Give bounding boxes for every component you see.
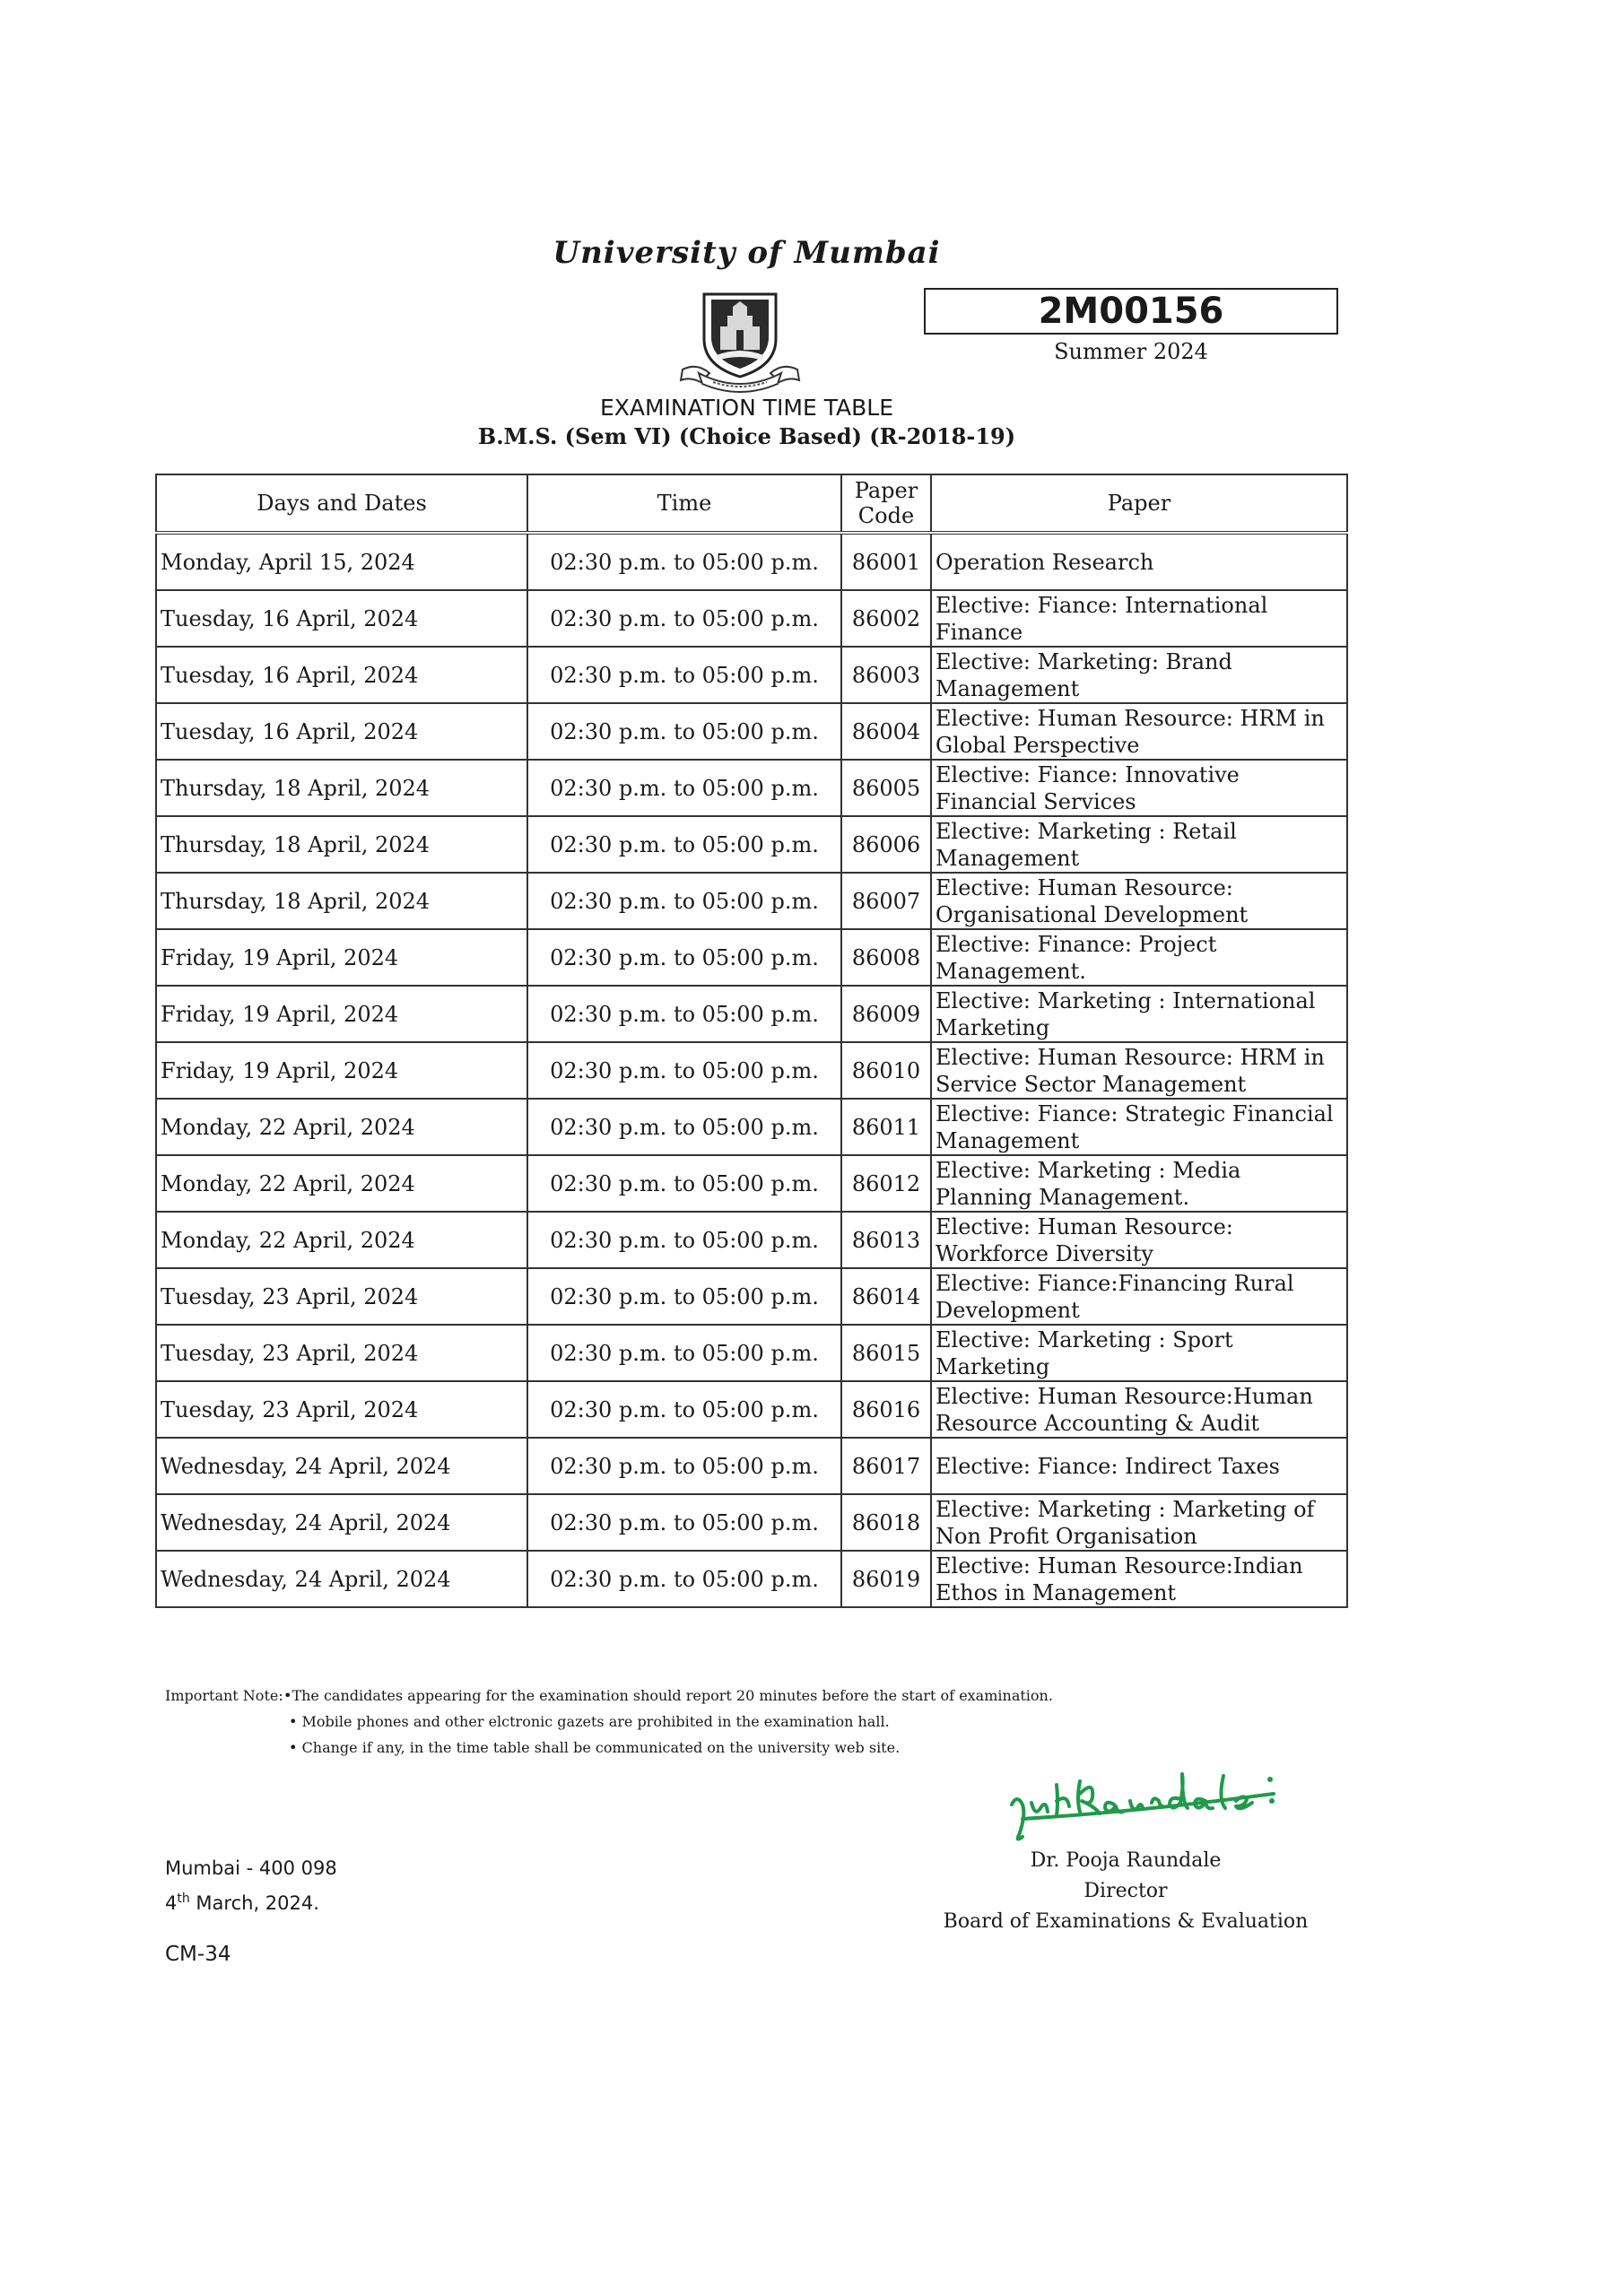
cell-paper: Operation Research: [931, 533, 1347, 590]
table-row: [156, 647, 1347, 703]
cell-time: 02:30 p.m. to 05:00 p.m.: [527, 590, 841, 647]
table-row: [156, 1212, 1347, 1268]
cell-paper: Elective: Human Resource: Workforce Diversity: [931, 1212, 1347, 1268]
document-code: CM-34: [165, 1943, 231, 1966]
cell-date: Thursday, 18 April, 2024: [156, 760, 527, 816]
signatory-block: [915, 1846, 1336, 1937]
table-row: [156, 1042, 1347, 1099]
cell-paper-code: 86017: [841, 1438, 931, 1494]
table-row: [156, 1268, 1347, 1325]
cell-paper-code: 86011: [841, 1099, 931, 1155]
cell-date: Monday, April 15, 2024: [156, 533, 527, 590]
note-line: [165, 1709, 1053, 1735]
cell-date: Tuesday, 16 April, 2024: [156, 590, 527, 647]
cell-paper: Elective: Marketing : Marketing of Non Profit Organisation: [931, 1494, 1347, 1551]
issue-place: Mumbai - 400 098: [165, 1857, 337, 1879]
cell-paper: Elective: Human Resource:Indian Ethos in Management: [931, 1551, 1347, 1607]
table-row: [156, 760, 1347, 816]
cell-paper-code: 86012: [841, 1155, 931, 1212]
cell-paper: Elective: Human Resource: HRM in Service Sector Management: [931, 1042, 1347, 1099]
note-item: • Mobile phones and other elctronic gazets are prohibited in the examination hall.: [289, 1713, 890, 1730]
cell-date: Wednesday, 24 April, 2024: [156, 1494, 527, 1551]
university-crest-icon: [677, 287, 803, 393]
table-row: [156, 533, 1347, 590]
cell-time: 02:30 p.m. to 05:00 p.m.: [527, 929, 841, 986]
exam-session: Summer 2024: [1054, 339, 1208, 364]
signatory-role: Director: [1083, 1880, 1168, 1902]
cell-paper-code: 86016: [841, 1381, 931, 1438]
table-row: [156, 1325, 1347, 1381]
cell-paper: Elective: Fiance: Indirect Taxes: [931, 1438, 1347, 1494]
cell-date: Thursday, 18 April, 2024: [156, 873, 527, 929]
cell-paper: Elective: Finance: Project Management.: [931, 929, 1347, 986]
cell-time: 02:30 p.m. to 05:00 p.m.: [527, 986, 841, 1042]
cell-paper: Elective: Human Resource:Human Resource Accounting & Audit: [931, 1381, 1347, 1438]
important-notes: [165, 1683, 1053, 1761]
cell-time: 02:30 p.m. to 05:00 p.m.: [527, 703, 841, 760]
cell-time: 02:30 p.m. to 05:00 p.m.: [527, 647, 841, 703]
cell-paper-code: 86001: [841, 533, 931, 590]
cell-paper-code: 86018: [841, 1494, 931, 1551]
cell-date: Monday, 22 April, 2024: [156, 1212, 527, 1268]
cell-time: 02:30 p.m. to 05:00 p.m.: [527, 1212, 841, 1268]
cell-time: 02:30 p.m. to 05:00 p.m.: [527, 1099, 841, 1155]
table-body: [156, 533, 1347, 1607]
cell-time: 02:30 p.m. to 05:00 p.m.: [527, 1268, 841, 1325]
cell-paper: Elective: Marketing : International Marketing: [931, 986, 1347, 1042]
issue-place-date: [165, 1853, 337, 1918]
cell-paper: Elective: Marketing : Media Planning Management.: [931, 1155, 1347, 1212]
cell-date: Friday, 19 April, 2024: [156, 1042, 527, 1099]
table-row: [156, 703, 1347, 760]
column-header-paper: Paper: [931, 474, 1347, 533]
cell-time: 02:30 p.m. to 05:00 p.m.: [527, 1155, 841, 1212]
table-row: [156, 1551, 1347, 1607]
issue-date: 4th March, 2024.: [165, 1892, 319, 1914]
cell-date: Friday, 19 April, 2024: [156, 986, 527, 1042]
cell-paper: Elective: Marketing : Sport Marketing: [931, 1325, 1347, 1381]
table-row: [156, 1494, 1347, 1551]
cell-paper-code: 86013: [841, 1212, 931, 1268]
note-line: [165, 1735, 1053, 1761]
table-row: [156, 1155, 1347, 1212]
cell-paper: Elective: Human Resource: HRM in Global Perspective: [931, 703, 1347, 760]
timetable: [155, 474, 1348, 1608]
table-row: [156, 873, 1347, 929]
exam-title: EXAMINATION TIME TABLE: [599, 395, 894, 421]
table-row: [156, 816, 1347, 873]
cell-date: Tuesday, 23 April, 2024: [156, 1268, 527, 1325]
cell-paper: Elective: Fiance: Strategic Financial Management: [931, 1099, 1347, 1155]
cell-time: 02:30 p.m. to 05:00 p.m.: [527, 1381, 841, 1438]
cell-date: Thursday, 18 April, 2024: [156, 816, 527, 873]
table-row: [156, 929, 1347, 986]
table-row: [156, 1099, 1347, 1155]
note-line: [165, 1683, 1053, 1709]
exam-subtitle: B.M.S. (Sem VI) (Choice Based) (R-2018-19): [477, 423, 1016, 449]
cell-time: 02:30 p.m. to 05:00 p.m.: [527, 816, 841, 873]
cell-paper: Elective: Marketing: Brand Management: [931, 647, 1347, 703]
cell-paper-code: 86003: [841, 647, 931, 703]
cell-paper-code: 86014: [841, 1268, 931, 1325]
table-header-row: [156, 474, 1347, 533]
cell-time: 02:30 p.m. to 05:00 p.m.: [527, 1042, 841, 1099]
cell-paper-code: 86005: [841, 760, 931, 816]
cell-date: Wednesday, 24 April, 2024: [156, 1551, 527, 1607]
note-item: • Change if any, in the time table shall be communicated on the university web site.: [289, 1739, 901, 1756]
paper-set-code: 2M00156: [924, 288, 1338, 335]
cell-time: 02:30 p.m. to 05:00 p.m.: [527, 533, 841, 590]
cell-time: 02:30 p.m. to 05:00 p.m.: [527, 1551, 841, 1607]
cell-paper: Elective: Fiance: Innovative Financial Services: [931, 760, 1347, 816]
cell-paper-code: 86008: [841, 929, 931, 986]
cell-time: 02:30 p.m. to 05:00 p.m.: [527, 1325, 841, 1381]
cell-date: Monday, 22 April, 2024: [156, 1155, 527, 1212]
cell-paper-code: 86009: [841, 986, 931, 1042]
cell-paper-code: 86004: [841, 703, 931, 760]
column-header-time: Time: [527, 474, 841, 533]
cell-time: 02:30 p.m. to 05:00 p.m.: [527, 760, 841, 816]
cell-time: 02:30 p.m. to 05:00 p.m.: [527, 1494, 841, 1551]
cell-date: Wednesday, 24 April, 2024: [156, 1438, 527, 1494]
cell-paper-code: 86002: [841, 590, 931, 647]
cell-paper-code: 86010: [841, 1042, 931, 1099]
table-row: [156, 986, 1347, 1042]
table-row: [156, 590, 1347, 647]
cell-paper: Elective: Marketing : Retail Management: [931, 816, 1347, 873]
signatory-name: Dr. Pooja Raundale: [1030, 1849, 1222, 1872]
signatory-department: Board of Examinations & Evaluation: [943, 1910, 1309, 1933]
cell-paper-code: 86006: [841, 816, 931, 873]
notes-label: Important Note:: [165, 1687, 283, 1704]
cell-paper-code: 86015: [841, 1325, 931, 1381]
cell-date: Tuesday, 23 April, 2024: [156, 1381, 527, 1438]
cell-time: 02:30 p.m. to 05:00 p.m.: [527, 873, 841, 929]
cell-paper: Elective: Fiance:Financing Rural Development: [931, 1268, 1347, 1325]
column-header-date: Days and Dates: [156, 474, 527, 533]
cell-date: Tuesday, 23 April, 2024: [156, 1325, 527, 1381]
table-row: [156, 1438, 1347, 1494]
column-header-code: Paper Code: [841, 474, 931, 533]
cell-paper-code: 86019: [841, 1551, 931, 1607]
cell-paper-code: 86007: [841, 873, 931, 929]
university-title: University of Mumbai: [553, 235, 941, 271]
cell-paper: Elective: Fiance: International Finance: [931, 590, 1347, 647]
table-row: [156, 1381, 1347, 1438]
note-item: •The candidates appearing for the examination should report 20 minutes before the start of examination.: [283, 1687, 1053, 1704]
cell-date: Tuesday, 16 April, 2024: [156, 647, 527, 703]
cell-time: 02:30 p.m. to 05:00 p.m.: [527, 1438, 841, 1494]
director-signature: [1005, 1749, 1292, 1848]
cell-date: Monday, 22 April, 2024: [156, 1099, 527, 1155]
cell-date: Tuesday, 16 April, 2024: [156, 703, 527, 760]
cell-date: Friday, 19 April, 2024: [156, 929, 527, 986]
cell-paper: Elective: Human Resource: Organisational Development: [931, 873, 1347, 929]
